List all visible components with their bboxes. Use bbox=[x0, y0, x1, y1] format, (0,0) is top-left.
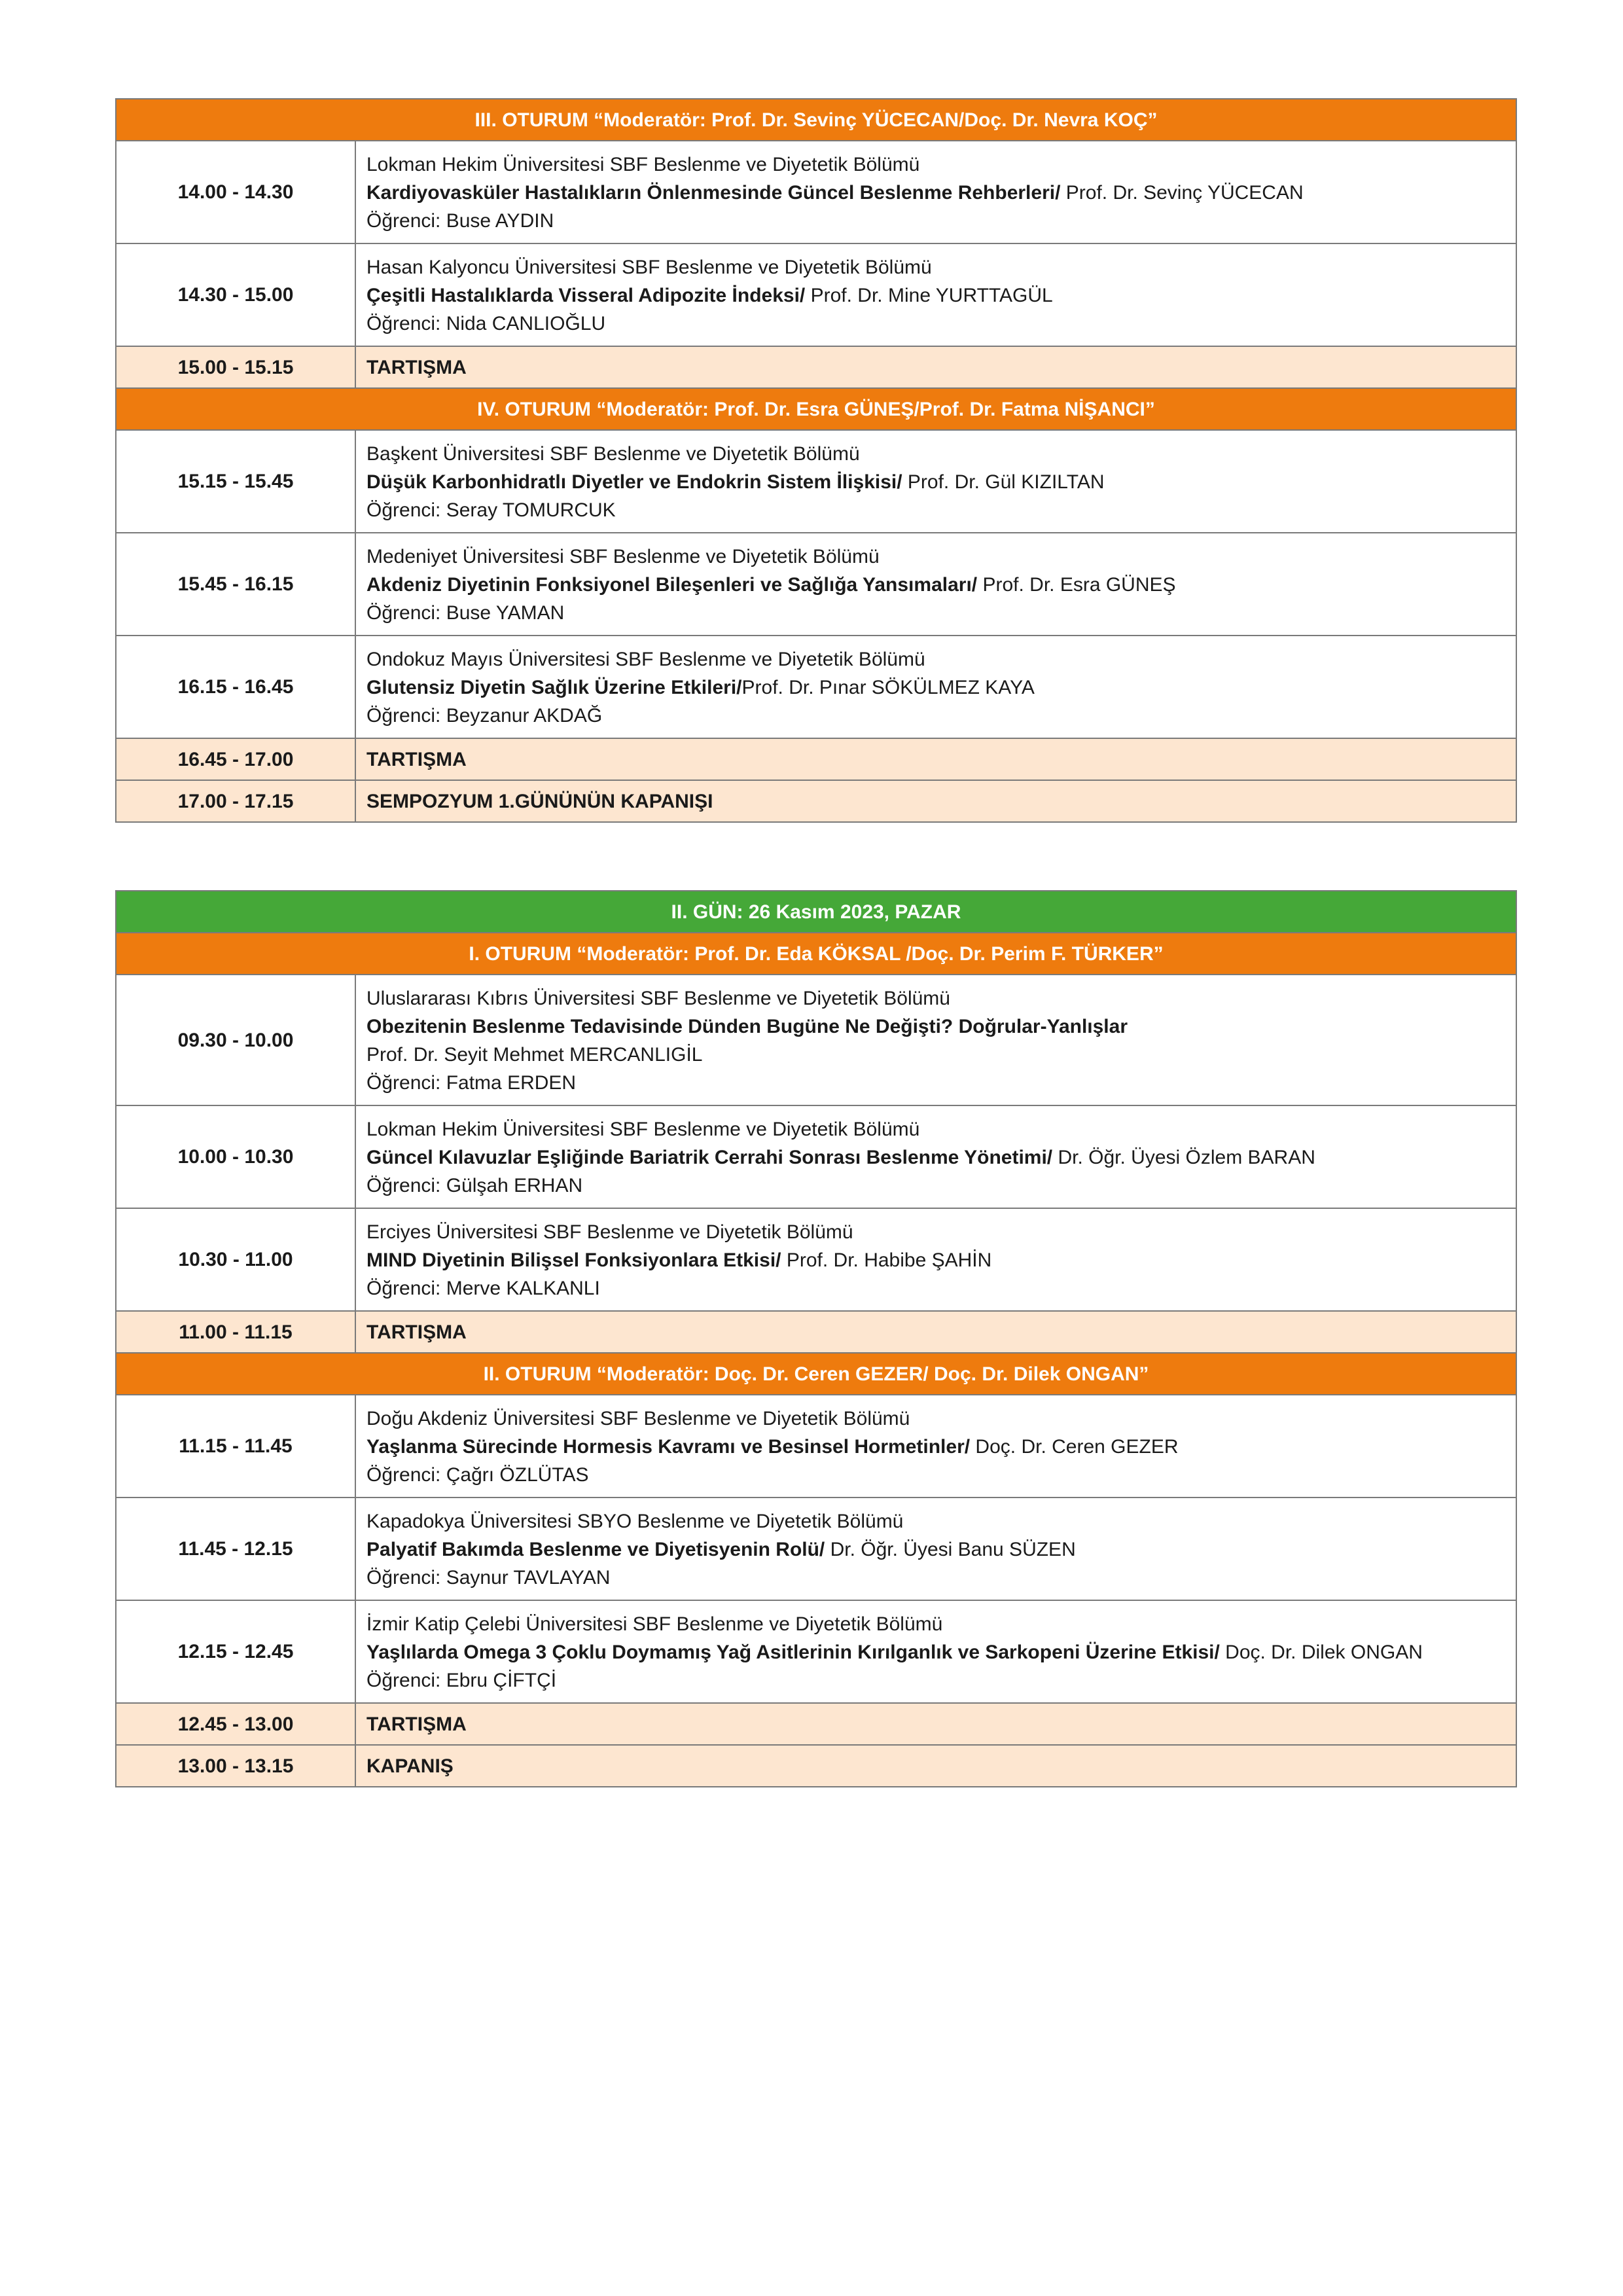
talk-title: Glutensiz Diyetin Sağlık Üzerine Etkileri/ bbox=[366, 677, 742, 698]
talk-title-line bbox=[366, 1246, 1516, 1274]
day-title: II. GÜN: 26 Kasım 2023, PAZAR bbox=[116, 891, 1516, 933]
break-row bbox=[116, 1703, 1516, 1745]
talk-title: Obezitenin Beslenme Tedavisinde Dünden Bugüne Ne Değişti? Doğrular-Yanlışlar bbox=[366, 1016, 1128, 1037]
talk-speaker: Prof. Dr. Pınar SÖKÜLMEZ KAYA bbox=[741, 677, 1035, 698]
talk-institution: Lokman Hekim Üniversitesi SBF Beslenme ve Diyetetik Bölümü bbox=[366, 1119, 920, 1140]
talk-details bbox=[355, 1395, 1516, 1498]
talk-details bbox=[355, 1208, 1516, 1311]
talk-time: 15.15 - 15.45 bbox=[116, 430, 355, 533]
talk-row bbox=[116, 975, 1516, 1105]
talk-time: 09.30 - 10.00 bbox=[116, 975, 355, 1105]
talk-title-line bbox=[366, 1143, 1516, 1172]
talk-title-line bbox=[366, 468, 1516, 496]
talk-student: Öğrenci: Seray TOMURCUK bbox=[366, 499, 616, 521]
talk-institution: Ondokuz Mayıs Üniversitesi SBF Beslenme ve Diyetetik Bölümü bbox=[366, 649, 925, 670]
talk-speaker: Dr. Öğr. Üyesi Banu SÜZEN bbox=[825, 1539, 1076, 1560]
talk-student: Öğrenci: Saynur TAVLAYAN bbox=[366, 1567, 611, 1588]
talk-row bbox=[116, 1395, 1516, 1498]
talk-row bbox=[116, 1208, 1516, 1311]
talk-details bbox=[355, 243, 1516, 346]
talk-speaker: Prof. Dr. Sevinç YÜCECAN bbox=[1060, 182, 1304, 204]
talk-row bbox=[116, 1105, 1516, 1208]
talk-title: Kardiyovasküler Hastalıkların Önlenmesinde Güncel Beslenme Rehberleri/ bbox=[366, 182, 1061, 204]
talk-details bbox=[355, 1498, 1516, 1600]
talk-title: Düşük Karbonhidratlı Diyetler ve Endokrin Sistem İlişkisi/ bbox=[366, 471, 902, 493]
talk-student: Öğrenci: Buse AYDIN bbox=[366, 210, 554, 232]
talk-student: Öğrenci: Beyzanur AKDAĞ bbox=[366, 705, 603, 726]
talk-institution: Doğu Akdeniz Üniversitesi SBF Beslenme ve Diyetetik Bölümü bbox=[366, 1408, 910, 1429]
talk-details bbox=[355, 141, 1516, 243]
talk-student: Öğrenci: Buse YAMAN bbox=[366, 602, 565, 624]
talk-title: Güncel Kılavuzlar Eşliğinde Bariatrik Cerrahi Sonrası Beslenme Yönetimi/ bbox=[366, 1147, 1053, 1168]
talk-speaker: Prof. Dr. Esra GÜNEŞ bbox=[977, 574, 1176, 596]
break-time: 12.45 - 13.00 bbox=[116, 1703, 355, 1745]
talk-speaker: Prof. Dr. Gül KIZILTAN bbox=[902, 471, 1105, 493]
talk-title-line bbox=[366, 673, 1516, 702]
talk-institution: İzmir Katip Çelebi Üniversitesi SBF Beslenme ve Diyetetik Bölümü bbox=[366, 1613, 943, 1635]
talk-row bbox=[116, 243, 1516, 346]
talk-institution: Başkent Üniversitesi SBF Beslenme ve Diyetetik Bölümü bbox=[366, 443, 860, 465]
talk-details bbox=[355, 1105, 1516, 1208]
talk-time: 11.15 - 11.45 bbox=[116, 1395, 355, 1498]
talk-title-line bbox=[366, 1433, 1516, 1461]
break-label: TARTIŞMA bbox=[355, 738, 1516, 780]
talk-details bbox=[355, 430, 1516, 533]
talk-title: Akdeniz Diyetinin Fonksiyonel Bileşenleri ve Sağlığa Yansımaları/ bbox=[366, 574, 978, 596]
talk-student: Öğrenci: Çağrı ÖZLÜTAS bbox=[366, 1464, 589, 1486]
talk-time: 11.45 - 12.15 bbox=[116, 1498, 355, 1600]
talk-time: 14.30 - 15.00 bbox=[116, 243, 355, 346]
session-header bbox=[116, 1353, 1516, 1395]
talk-speaker: Prof. Dr. Habibe ŞAHİN bbox=[781, 1249, 992, 1271]
talk-student: Öğrenci: Merve KALKANLI bbox=[366, 1278, 600, 1299]
session-header bbox=[116, 933, 1516, 975]
talk-time: 15.45 - 16.15 bbox=[116, 533, 355, 636]
talk-title-line bbox=[366, 281, 1516, 310]
talk-row bbox=[116, 1498, 1516, 1600]
talk-time: 10.00 - 10.30 bbox=[116, 1105, 355, 1208]
talk-details bbox=[355, 975, 1516, 1105]
break-label: TARTIŞMA bbox=[355, 1703, 1516, 1745]
break-row bbox=[116, 1311, 1516, 1353]
talk-institution: Hasan Kalyoncu Üniversitesi SBF Beslenme ve Diyetetik Bölümü bbox=[366, 257, 932, 278]
talk-title: MIND Diyetinin Bilişsel Fonksiyonlara Etkisi/ bbox=[366, 1249, 781, 1271]
talk-speaker: Prof. Dr. Mine YURTTAGÜL bbox=[805, 285, 1053, 306]
talk-time: 12.15 - 12.45 bbox=[116, 1600, 355, 1703]
talk-institution: Uluslararası Kıbrıs Üniversitesi SBF Beslenme ve Diyetetik Bölümü bbox=[366, 988, 950, 1009]
talk-institution: Lokman Hekim Üniversitesi SBF Beslenme ve Diyetetik Bölümü bbox=[366, 154, 920, 175]
talk-time: 14.00 - 14.30 bbox=[116, 141, 355, 243]
talk-row bbox=[116, 533, 1516, 636]
session-title: IV. OTURUM “Moderatör: Prof. Dr. Esra GÜNEŞ/Prof. Dr. Fatma NİŞANCI” bbox=[116, 388, 1516, 430]
talk-speaker: Prof. Dr. Seyit Mehmet MERCANLIGİL bbox=[366, 1044, 703, 1066]
closing-time: 13.00 - 13.15 bbox=[116, 1745, 355, 1787]
session-title: I. OTURUM “Moderatör: Prof. Dr. Eda KÖKSAL /Doç. Dr. Perim F. TÜRKER” bbox=[116, 933, 1516, 975]
talk-institution: Medeniyet Üniversitesi SBF Beslenme ve Diyetetik Bölümü bbox=[366, 546, 880, 567]
closing-row bbox=[116, 780, 1516, 822]
closing-row bbox=[116, 1745, 1516, 1787]
talk-row bbox=[116, 141, 1516, 243]
talk-title: Yaşlılarda Omega 3 Çoklu Doymamış Yağ Asitlerinin Kırılganlık ve Sarkopeni Üzerine Etkisi/ bbox=[366, 1641, 1220, 1663]
talk-details bbox=[355, 533, 1516, 636]
talk-time: 10.30 - 11.00 bbox=[116, 1208, 355, 1311]
break-time: 16.45 - 17.00 bbox=[116, 738, 355, 780]
break-label: TARTIŞMA bbox=[355, 1311, 1516, 1353]
talk-row bbox=[116, 430, 1516, 533]
closing-time: 17.00 - 17.15 bbox=[116, 780, 355, 822]
day2-program-table bbox=[115, 890, 1517, 1787]
talk-student: Öğrenci: Nida CANLIOĞLU bbox=[366, 313, 606, 334]
talk-title-line bbox=[366, 571, 1516, 599]
talk-institution: Erciyes Üniversitesi SBF Beslenme ve Diyetetik Bölümü bbox=[366, 1221, 853, 1243]
talk-row bbox=[116, 636, 1516, 738]
talk-speaker: Dr. Öğr. Üyesi Özlem BARAN bbox=[1052, 1147, 1315, 1168]
session-title: II. OTURUM “Moderatör: Doç. Dr. Ceren GEZER/ Doç. Dr. Dilek ONGAN” bbox=[116, 1353, 1516, 1395]
talk-student: Öğrenci: Gülşah ERHAN bbox=[366, 1175, 583, 1196]
break-time: 15.00 - 15.15 bbox=[116, 346, 355, 388]
closing-label: KAPANIŞ bbox=[355, 1745, 1516, 1787]
talk-details bbox=[355, 1600, 1516, 1703]
break-row bbox=[116, 738, 1516, 780]
closing-label: SEMPOZYUM 1.GÜNÜNÜN KAPANIŞI bbox=[355, 780, 1516, 822]
break-row bbox=[116, 346, 1516, 388]
day-header bbox=[116, 891, 1516, 933]
talk-title: Çeşitli Hastalıklarda Visseral Adipozite İndeksi/ bbox=[366, 285, 806, 306]
talk-row bbox=[116, 1600, 1516, 1703]
talk-institution: Kapadokya Üniversitesi SBYO Beslenme ve Diyetetik Bölümü bbox=[366, 1511, 904, 1532]
talk-speaker: Doç. Dr. Dilek ONGAN bbox=[1219, 1641, 1423, 1663]
talk-title-line bbox=[366, 1638, 1516, 1666]
talk-title-line bbox=[366, 1535, 1516, 1564]
break-time: 11.00 - 11.15 bbox=[116, 1311, 355, 1353]
talk-speaker: Doç. Dr. Ceren GEZER bbox=[970, 1436, 1179, 1458]
break-label: TARTIŞMA bbox=[355, 346, 1516, 388]
talk-title-line bbox=[366, 179, 1516, 207]
talk-details bbox=[355, 636, 1516, 738]
session-header bbox=[116, 99, 1516, 141]
talk-title: Yaşlanma Sürecinde Hormesis Kavramı ve Besinsel Hormetinler/ bbox=[366, 1436, 971, 1458]
session-header bbox=[116, 388, 1516, 430]
session-title: III. OTURUM “Moderatör: Prof. Dr. Sevinç YÜCECAN/Doç. Dr. Nevra KOÇ” bbox=[116, 99, 1516, 141]
talk-title: Palyatif Bakımda Beslenme ve Diyetisyenin Rolü/ bbox=[366, 1539, 825, 1560]
talk-title-line bbox=[366, 1013, 1516, 1041]
day1-program-table bbox=[115, 98, 1517, 823]
talk-time: 16.15 - 16.45 bbox=[116, 636, 355, 738]
talk-student: Öğrenci: Fatma ERDEN bbox=[366, 1072, 577, 1094]
talk-student: Öğrenci: Ebru ÇİFTÇİ bbox=[366, 1670, 557, 1691]
